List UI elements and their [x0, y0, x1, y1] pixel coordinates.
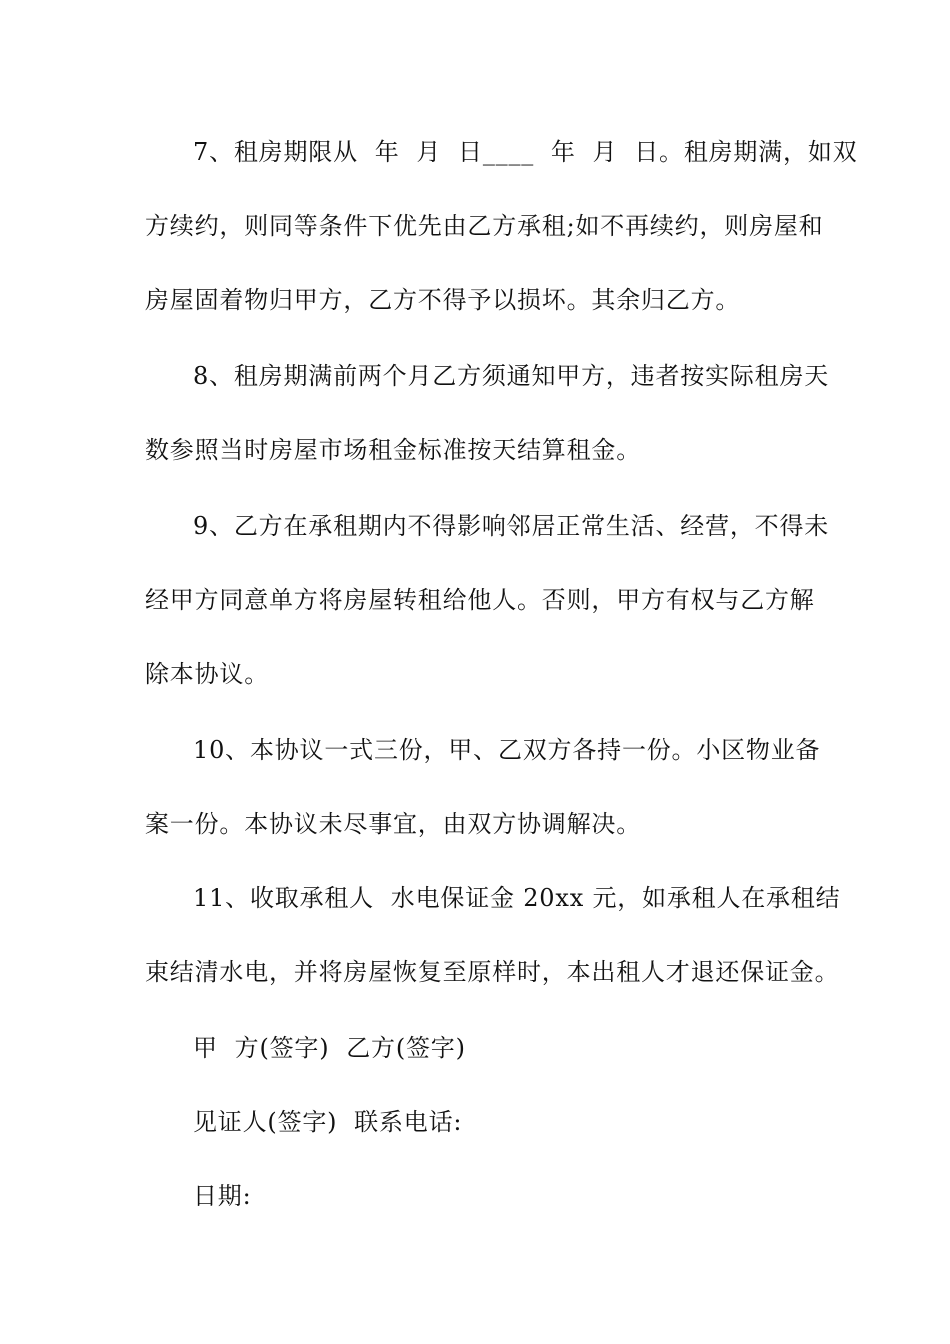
- clause-7-line-3: 房屋固着物归甲方，乙方不得予以损坏。其余归乙方。: [145, 286, 741, 314]
- clause-11-line-1: 11、收取承租人 水电保证金 20xx 元，如承租人在承租结: [193, 884, 841, 912]
- clause-7-line-1: 7、租房期限从 年 月 日____ 年 月 日。租房期满，如双: [193, 138, 858, 166]
- clause-8-line-1: 8、租房期满前两个月乙方须通知甲方，违者按实际租房天: [193, 362, 830, 390]
- clause-9-line-1: 9、乙方在承租期内不得影响邻居正常生活、经营，不得未: [193, 512, 830, 540]
- clause-9-line-3: 除本协议。: [145, 660, 269, 688]
- clause-11-line-2: 束结清水电，并将房屋恢复至原样时，本出租人才退还保证金。: [145, 958, 840, 986]
- clause-10-line-2: 案一份。本协议未尽事宜，由双方协调解决。: [145, 810, 641, 838]
- signature-parties: 甲 方(签字) 乙方(签字): [193, 1034, 466, 1062]
- clause-10-line-1: 10、本协议一式三份，甲、乙双方各持一份。小区物业备: [193, 736, 821, 764]
- clause-9-line-2: 经甲方同意单方将房屋转租给他人。否则，甲方有权与乙方解: [145, 586, 815, 614]
- clause-7-line-2: 方续约，则同等条件下优先由乙方承租;如不再续约，则房屋和: [145, 212, 824, 240]
- clause-8-line-2: 数参照当时房屋市场租金标准按天结算租金。: [145, 436, 641, 464]
- signature-date: 日期:: [193, 1182, 252, 1210]
- signature-witness: 见证人(签字) 联系电话:: [193, 1108, 463, 1136]
